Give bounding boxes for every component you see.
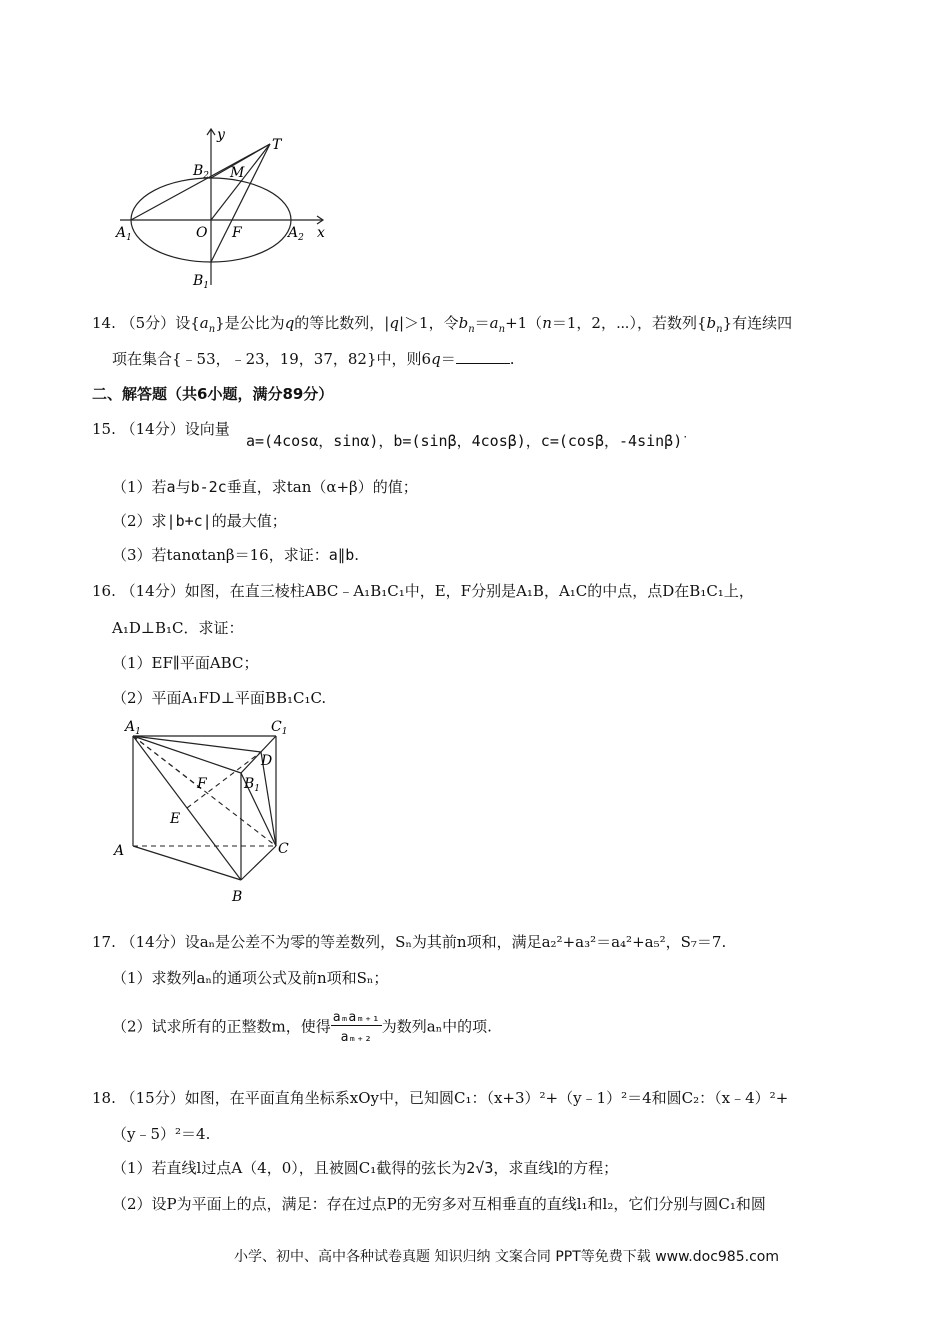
- q16-number: 16.: [92, 582, 116, 600]
- edge-b-c: [241, 846, 276, 880]
- q14-score: （5分）: [120, 314, 176, 332]
- label-e: E: [170, 811, 181, 827]
- q15-part2: （2）求|b+c|的最大值；: [112, 512, 287, 530]
- q15-part3: （3）若tanαtanβ＝16，求证：a∥b.: [112, 546, 360, 564]
- label-t: T: [272, 137, 282, 153]
- label-y: y: [217, 127, 225, 143]
- q17-number: 17.: [92, 933, 116, 951]
- q18-line2: （y﹣5）²＝4.: [112, 1125, 211, 1143]
- label-f: F: [232, 225, 242, 241]
- label-a: A: [114, 843, 125, 859]
- line-o-t: [211, 144, 270, 220]
- q17-line1: 17. （14分）设aₙ是公差不为零的等差数列，Sₙ为其前n项和，满足a₂²+a₃²＝a₄²+a₅²，S₇＝7.: [92, 933, 727, 951]
- ellipse-figure: [110, 125, 340, 295]
- label-m: M: [230, 165, 245, 181]
- q18-part1: （1）若直线l过点A（4，0），且被圆C₁截得的弦长为2√3，求直线l的方程；: [112, 1159, 619, 1177]
- q17-part2: （2）试求所有的正整数m，使得 $\frac{\text{aₘaₘ₊₁}}{\text{aₘ₊₂}}$ 为数列aₙ中的项.: [112, 1010, 492, 1045]
- q15-part1: （1）若a与b-2c垂直，求tan（α+β）的值；: [112, 478, 418, 496]
- q15-score: （14分）: [120, 420, 185, 438]
- q18-line1: 18. （15分）如图，在平面直角坐标系xOy中，已知圆C₁：（x+3）²+（y﹣1）²＝4和圆C₂：（x﹣4）²+: [92, 1089, 789, 1107]
- line-b1-t: [211, 144, 270, 262]
- q16-line1: 16. （14分）如图，在直三棱柱ABC﹣A₁B₁C₁中，E，F分别是A₁B，A₁C的中点，点D在B₁C₁上，: [92, 582, 754, 600]
- q16-score: （14分）: [120, 582, 185, 600]
- section-heading: 二、解答题（共6小题，满分89分）: [92, 385, 334, 403]
- label-f: F: [197, 776, 207, 792]
- answer-blank[interactable]: [456, 351, 510, 364]
- label-a1: $A_1$: [125, 719, 141, 737]
- label-d: D: [261, 753, 273, 769]
- q18-part2: （2）设P为平面上的点，满足：存在过点P的无穷多对互相垂直的直线l₁和l₂，它们分别与圆C₁和圆: [112, 1195, 766, 1213]
- footer-text: 小学、初中、高中各种试卷真题 知识归纳 文案合同 PPT等免费下载 www.doc985.com: [234, 1249, 779, 1265]
- edge-a1-b1: [133, 736, 241, 773]
- q16-part1: （1）EF∥平面ABC；: [112, 654, 259, 672]
- label-b2: $B_2$: [193, 163, 210, 181]
- q16-part2: （2）平面A₁FD⊥平面BB₁C₁C.: [112, 689, 327, 707]
- q18-score: （15分）: [120, 1089, 185, 1107]
- q15-stem: 15. （14分）设向量: [92, 420, 230, 438]
- label-c1: $C_1$: [271, 719, 288, 737]
- label-c: C: [278, 841, 289, 857]
- fraction: $\frac{\text{aₘaₘ₊₁}}{\text{aₘ₊₂}}$: [332, 1010, 380, 1045]
- q14-number: 14.: [92, 314, 116, 332]
- label-b: B: [232, 889, 243, 905]
- label-b1: $B_1$: [193, 273, 210, 291]
- q15-vectors: a=(4cosα，sinα)，b=(sinβ，4cosβ)，c=(cosβ，-4sinβ)·: [246, 432, 689, 450]
- q14-line1: 14. （5分）设$\{a_n\}$是公比为q的等比数列，|q|＞1，令$b_n=a_n+1(n=1$，2，⋯），若数列$\{b_n\}$有连续四: [92, 314, 793, 335]
- q17-part1: （1）求数列aₙ的通项公式及前n项和Sₙ；: [112, 969, 389, 987]
- q16-line2: A₁D⊥B₁C．求证：: [112, 619, 244, 637]
- q18-number: 18.: [92, 1089, 116, 1107]
- q15-number: 15.: [92, 420, 116, 438]
- label-a1: $A_1$: [116, 225, 132, 243]
- q17-score: （14分）: [120, 933, 185, 951]
- label-b1: $B_1$: [244, 776, 261, 794]
- line-a1-d: [133, 736, 261, 752]
- label-x: x: [317, 225, 325, 241]
- q14-line2: 项在集合{﹣53，﹣23，19，37，82}中，则6q＝ .: [112, 350, 515, 368]
- edge-a-b: [133, 846, 241, 880]
- label-a2: $A_2$: [288, 225, 304, 243]
- prism-figure: [108, 715, 298, 910]
- label-o: O: [196, 225, 208, 241]
